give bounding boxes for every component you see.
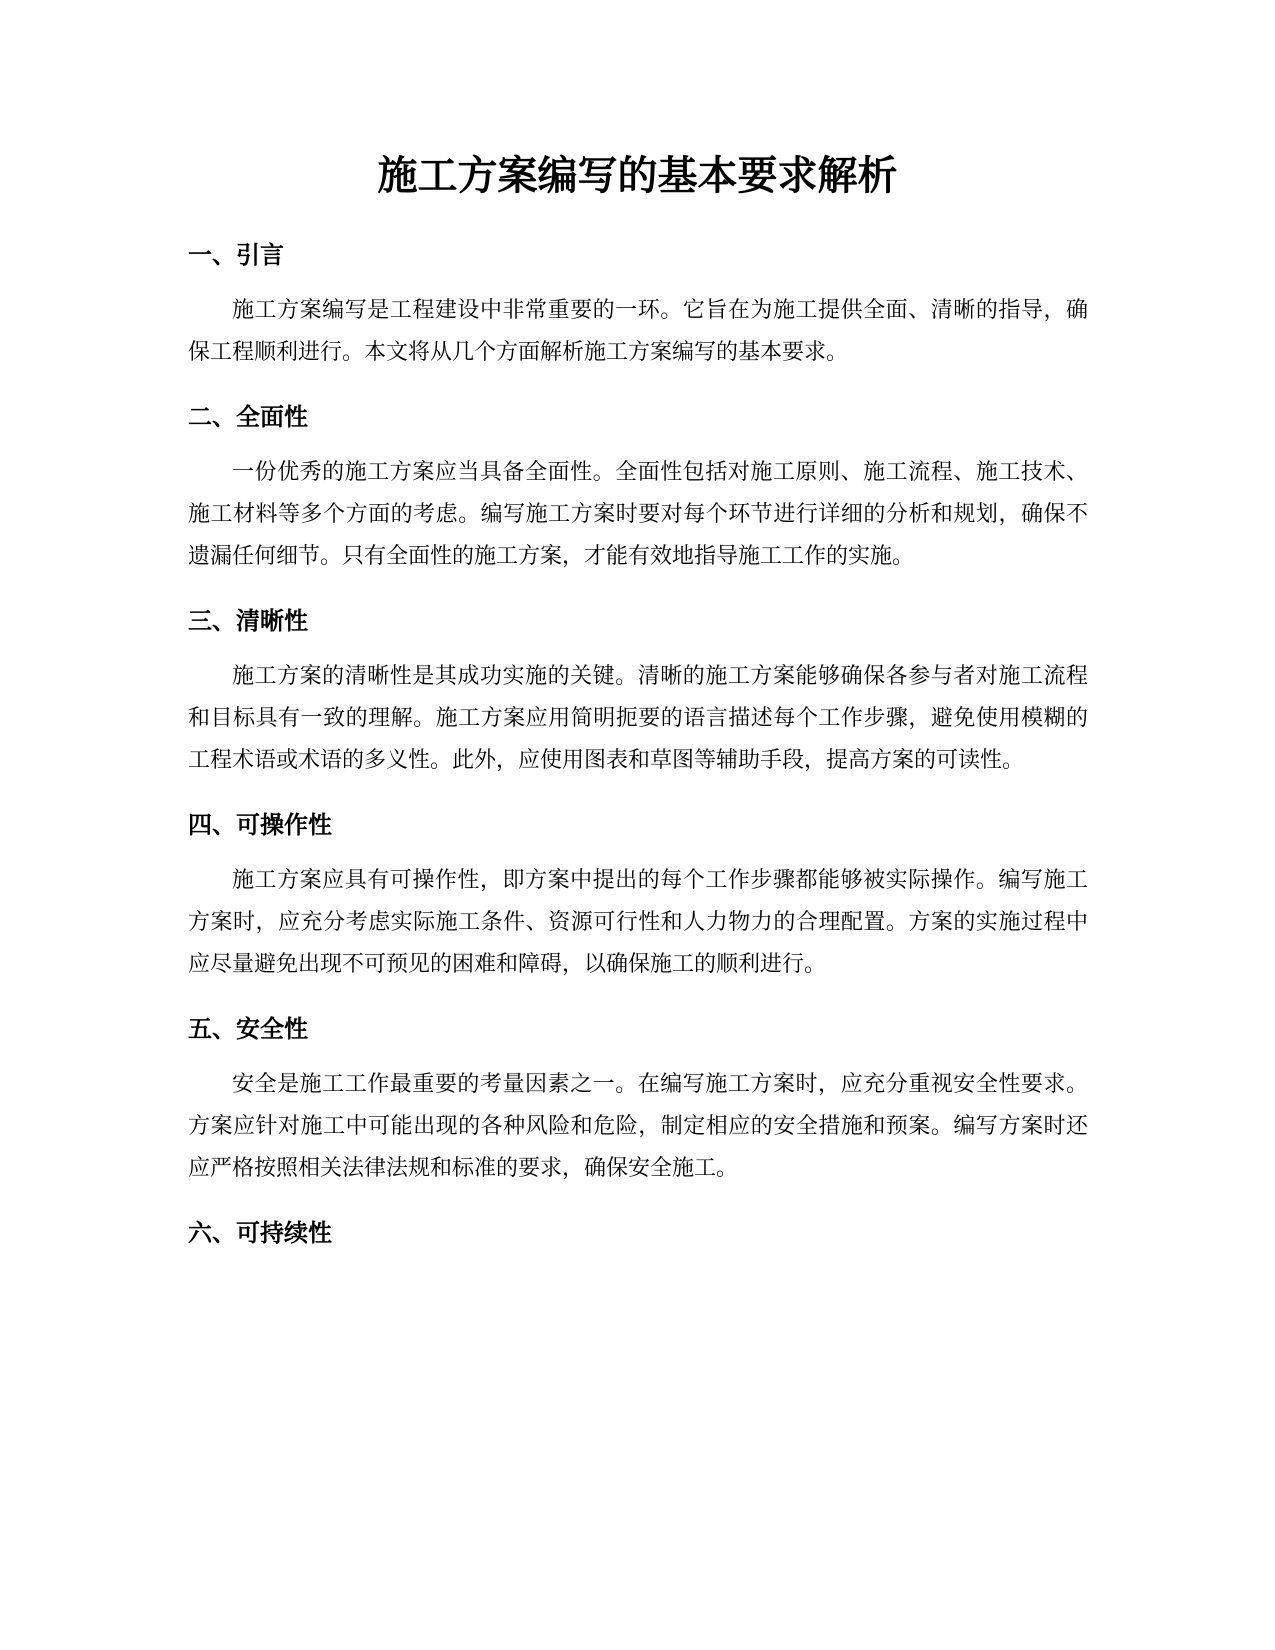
- section-paragraph: 施工方案编写是工程建设中非常重要的一环。它旨在为施工提供全面、清晰的指导，确保工程顺利进行。本文将从几个方面解析施工方案编写的基本要求。: [188, 298, 1088, 365]
- section-comprehensiveness: [188, 400, 1088, 578]
- section-clarity: [188, 604, 1088, 782]
- section-heading: 五、安全性: [188, 1015, 308, 1043]
- document-title: 施工方案编写的基本要求解析: [377, 153, 898, 199]
- section-sustainability: [188, 1216, 1088, 1250]
- section-paragraph: 安全是施工工作最重要的考量因素之一。在编写施工方案时，应充分重视安全性要求。方案应针对施工中可能出现的各种风险和危险，制定相应的安全措施和预案。编写方案时还应严格按照相关法律法规和标准的要求，确保安全施工。: [188, 1072, 1088, 1181]
- section-paragraph: 一份优秀的施工方案应当具备全面性。全面性包括对施工原则、施工流程、施工技术、施工材料等多个方面的考虑。编写施工方案时要对每个环节进行详细的分析和规划，确保不遗漏任何细节。只有全面性的施工方案，才能有效地指导施工工作的实施。: [188, 460, 1088, 569]
- document-body: [188, 238, 1088, 1276]
- section-heading: 四、可操作性: [188, 811, 332, 839]
- section-paragraph: 施工方案应具有可操作性，即方案中提出的每个工作步骤都能够被实际操作。编写施工方案时，应充分考虑实际施工条件、资源可行性和人力物力的合理配置。方案的实施过程中应尽量避免出现不可预见的困难和障碍，以确保施工的顺利进行。: [188, 868, 1088, 977]
- section-safety: [188, 1012, 1088, 1190]
- section-introduction: [188, 238, 1088, 374]
- section-heading: 二、全面性: [188, 403, 308, 431]
- section-heading: 三、清晰性: [188, 607, 308, 635]
- section-operability: [188, 808, 1088, 986]
- section-paragraph: 施工方案的清晰性是其成功实施的关键。清晰的施工方案能够确保各参与者对施工流程和目标具有一致的理解。施工方案应用简明扼要的语言描述每个工作步骤，避免使用模糊的工程术语或术语的多义性。此外，应使用图表和草图等辅助手段，提高方案的可读性。: [188, 664, 1088, 773]
- section-heading: 六、可持续性: [188, 1219, 332, 1247]
- section-heading: 一、引言: [188, 241, 284, 269]
